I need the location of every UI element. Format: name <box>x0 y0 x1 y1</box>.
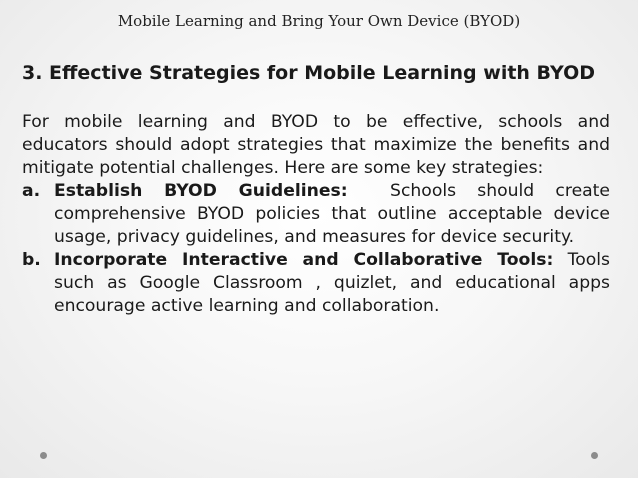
decorative-dot-right <box>591 452 598 459</box>
strategy-text: Tools such as Google Classroom , quizlet, and educational apps encourage active learning and collaboration. <box>54 250 610 316</box>
decorative-dot-left <box>40 452 47 459</box>
section-heading: 3. Effective Strategies for Mobile Learning with BYOD <box>22 62 595 84</box>
strategy-title: Establish BYOD Guidelines: <box>54 181 348 201</box>
slide-header: Mobile Learning and Bring Your Own Device (BYOD) <box>117 12 521 30</box>
slide-content <box>22 60 616 318</box>
strategy-title: Incorporate Interactive and Collaborative Tools: <box>54 250 554 270</box>
list-item <box>22 180 616 249</box>
list-marker: a. <box>22 181 41 201</box>
strategy-list <box>22 180 616 318</box>
strategy-text: Schools should create comprehensive BYOD policies that outline acceptable device usage, privacy guidelines, and measures for device security. <box>54 181 616 247</box>
list-marker: b. <box>22 250 41 270</box>
list-item <box>22 249 610 318</box>
intro-paragraph: For mobile learning and BYOD to be effective, schools and educators should adopt strategies that maximize the benefits and mitigate potential challenges. Here are some key strategies: <box>22 112 610 178</box>
